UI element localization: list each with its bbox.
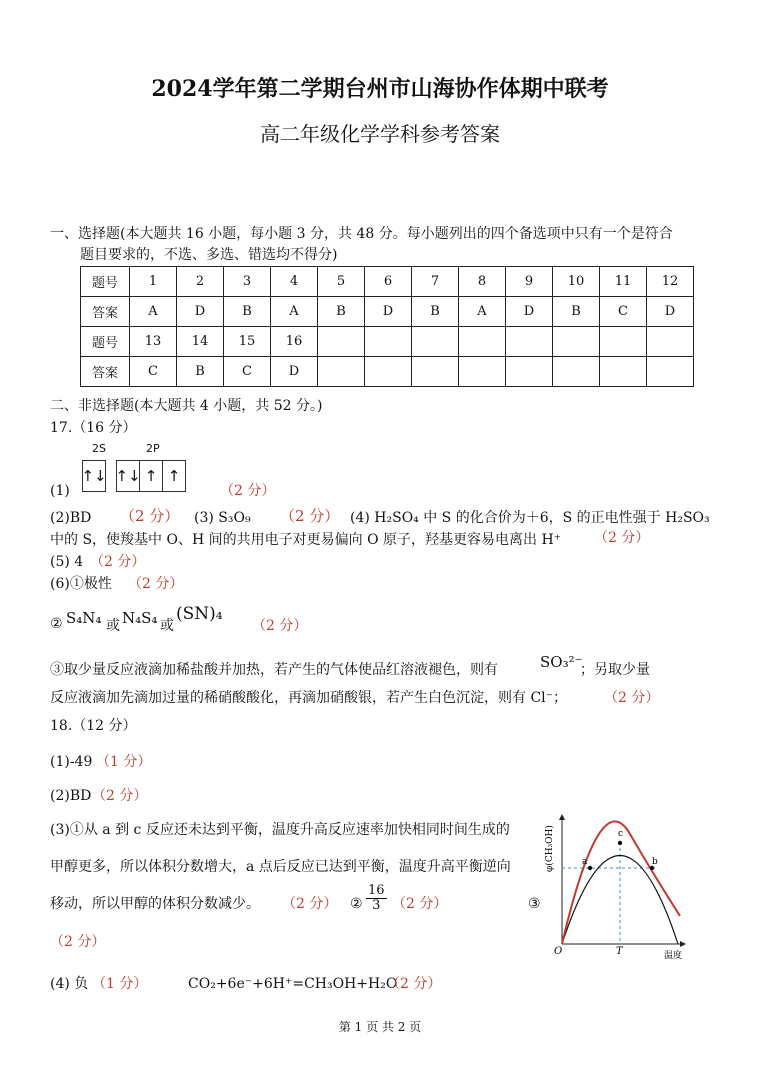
table-cell: 11 bbox=[600, 267, 647, 297]
table-cell: 4 bbox=[271, 267, 318, 297]
table-cell bbox=[553, 327, 600, 357]
table-cell bbox=[459, 327, 506, 357]
table-cell: 6 bbox=[365, 267, 412, 297]
x-axis-arrow bbox=[680, 941, 686, 947]
table-cell: 16 bbox=[271, 327, 318, 357]
methanol-fraction-graph bbox=[540, 812, 690, 962]
table-cell: 13 bbox=[130, 327, 177, 357]
table-cell: D bbox=[271, 357, 318, 387]
q18-p4-score2: （2 分） bbox=[386, 976, 442, 992]
fraction bbox=[366, 884, 387, 913]
table-cell: 10 bbox=[553, 267, 600, 297]
table-cell: 答案 bbox=[81, 357, 130, 387]
q17-p2: (2)BD bbox=[50, 510, 92, 526]
y-axis-arrow bbox=[559, 814, 565, 820]
q17-p6c-score: （2 分） bbox=[604, 690, 660, 706]
q18-p2: (2)BD bbox=[50, 788, 92, 804]
table-cell: C bbox=[224, 357, 271, 387]
table-row bbox=[81, 357, 694, 387]
q18-p2-score: （2 分） bbox=[92, 788, 148, 804]
q18-p4-equation: CO₂+6e⁻+6H⁺=CH₃OH+H₂O bbox=[188, 976, 398, 992]
table-cell: D bbox=[177, 297, 224, 327]
q17-p2-score: （2 分） bbox=[120, 507, 180, 525]
table-cell: D bbox=[506, 297, 553, 327]
table-cell bbox=[600, 327, 647, 357]
q17-p1-score: （2 分） bbox=[220, 483, 276, 499]
or-text: 或 bbox=[160, 618, 174, 634]
table-cell: 2 bbox=[177, 267, 224, 297]
table-cell: 1 bbox=[130, 267, 177, 297]
point-c-marker bbox=[618, 841, 622, 845]
q17-p5: (5) 4 bbox=[50, 554, 84, 570]
table-cell bbox=[506, 357, 553, 387]
q18-p3-line1: (3)①从 a 到 c 反应还未达到平衡，温度升高反应速率加快相同时间生成的 bbox=[50, 822, 510, 838]
table-row bbox=[81, 297, 694, 327]
q18-p3-score2: （2 分） bbox=[392, 896, 448, 912]
table-cell: 14 bbox=[177, 327, 224, 357]
q17-label: 17.（16 分） bbox=[50, 420, 137, 436]
x-axis-label: 温度 bbox=[664, 951, 683, 961]
formula-sn4: (SN)₄ bbox=[176, 604, 223, 624]
q17-p6c-line2: 反应液滴加先滴加过量的稀硝酸酸化，再滴加硝酸银，若产生白色沉淀，则有 Cl⁻； bbox=[50, 690, 568, 706]
q17-p6c-line1b: ；另取少量 bbox=[580, 662, 650, 678]
answer-table bbox=[80, 266, 694, 387]
table-cell bbox=[506, 327, 553, 357]
table-cell: A bbox=[130, 297, 177, 327]
table-cell: 8 bbox=[459, 267, 506, 297]
table-cell bbox=[459, 357, 506, 387]
table-cell: 7 bbox=[412, 267, 459, 297]
table-cell bbox=[647, 327, 694, 357]
point-a-marker bbox=[588, 866, 592, 870]
page-subtitle: 高二年级化学学科参考答案 bbox=[260, 122, 500, 146]
t-label: T bbox=[616, 946, 623, 957]
orbital-cell: ↑ bbox=[140, 461, 163, 491]
table-cell: 3 bbox=[224, 267, 271, 297]
q17-p3-score: （2 分） bbox=[280, 507, 340, 525]
q17-p4-score: （2 分） bbox=[594, 530, 650, 546]
q18-label: 18.（12 分） bbox=[50, 718, 137, 734]
table-row bbox=[81, 327, 694, 357]
table-cell: B bbox=[318, 297, 365, 327]
sulfite-ion: SO₃²⁻ bbox=[540, 653, 583, 671]
table-cell: A bbox=[271, 297, 318, 327]
fraction-denominator: 3 bbox=[372, 898, 381, 913]
table-cell: B bbox=[177, 357, 224, 387]
point-b-label: b bbox=[652, 857, 658, 867]
table-cell: 题号 bbox=[81, 327, 130, 357]
q17-p6-score: （2 分） bbox=[128, 576, 184, 592]
y-axis-label: φ(CH₃OH) bbox=[545, 825, 555, 872]
table-cell: 题号 bbox=[81, 267, 130, 297]
page-title: 2024学年第二学期台州市山海协作体期中联考 bbox=[151, 76, 609, 102]
q17-p3: (3) S₃O₉ bbox=[194, 510, 251, 526]
table-cell: 5 bbox=[318, 267, 365, 297]
table-cell: 15 bbox=[224, 327, 271, 357]
table-cell: B bbox=[224, 297, 271, 327]
q17-p4-cont: 中的 S，使羧基中 O、H 间的共用电子对更易偏向 O 原子，羟基更容易电离出 H⁺ bbox=[50, 532, 562, 548]
q18-p3-score3: （2 分） bbox=[50, 934, 106, 950]
q17-p6c-line1: ③取少量反应液滴加稀盐酸并加热，若产生的气体使品红溶液褪色，则有 bbox=[50, 662, 498, 678]
table-cell bbox=[318, 357, 365, 387]
curve-red bbox=[562, 821, 680, 944]
orbital-2p-box bbox=[116, 460, 186, 492]
table-cell bbox=[365, 327, 412, 357]
table-cell bbox=[365, 357, 412, 387]
table-cell: A bbox=[459, 297, 506, 327]
q18-p3-line2: 甲醇更多，所以体积分数增大，a 点后反应已达到平衡，温度升高平衡逆向 bbox=[50, 859, 511, 875]
q18-p1-score: （1 分） bbox=[96, 754, 152, 770]
table-cell bbox=[647, 357, 694, 387]
table-cell: D bbox=[365, 297, 412, 327]
table-cell bbox=[600, 357, 647, 387]
q17-p6b-score: （2 分） bbox=[252, 618, 308, 634]
table-row bbox=[81, 267, 694, 297]
orbital-2p-label: 2P bbox=[146, 442, 160, 455]
origin-label: O bbox=[554, 946, 563, 957]
table-cell: B bbox=[412, 297, 459, 327]
orbital-cell: ↑↓ bbox=[117, 461, 140, 491]
formula-s4n4: S₄N₄ bbox=[66, 609, 102, 627]
section2-heading: 二、非选择题(本大题共 4 小题，共 52 分。) bbox=[50, 398, 323, 414]
or-text: 或 bbox=[106, 618, 120, 634]
orbital-cell: ↑ bbox=[167, 467, 181, 485]
table-cell bbox=[412, 327, 459, 357]
orbital-2s-label: 2S bbox=[92, 442, 106, 455]
table-cell: 9 bbox=[506, 267, 553, 297]
q18-p3-line3: 移动，所以甲醇的体积分数减少。 bbox=[50, 896, 260, 912]
table-cell bbox=[553, 357, 600, 387]
table-cell bbox=[318, 327, 365, 357]
section1-heading: 一、选择题(本大题共 16 小题，每小题 3 分，共 48 分。每小题列出的四个备选项中只有一个是符合 bbox=[50, 226, 673, 242]
table-cell: 12 bbox=[647, 267, 694, 297]
table-cell: C bbox=[600, 297, 647, 327]
page-number: 第 1 页 共 2 页 bbox=[338, 1020, 422, 1034]
q18-p1: (1)-49 bbox=[50, 754, 93, 770]
q17-p5-score: （2 分） bbox=[90, 554, 146, 570]
table-cell: B bbox=[553, 297, 600, 327]
q17-p6: (6)①极性 bbox=[50, 576, 112, 592]
table-cell: D bbox=[647, 297, 694, 327]
fraction-numerator: 16 bbox=[368, 883, 385, 898]
orbital-cell: ↑↓ bbox=[81, 467, 107, 485]
point-c-label: c bbox=[618, 829, 624, 839]
q17-p6b-prefix: ② bbox=[50, 616, 63, 632]
q17-p1-num: (1) bbox=[50, 483, 70, 499]
formula-n4s4: N₄S₄ bbox=[122, 609, 158, 627]
q17-p4: (4) H₂SO₄ 中 S 的化合价为＋6，S 的正电性强于 H₂SO₃ bbox=[350, 510, 710, 526]
q18-p3-score1: （2 分） bbox=[282, 896, 338, 912]
section1-heading-cont: 题目要求的，不选、多选、错选均不得分) bbox=[80, 247, 338, 263]
table-cell: 答案 bbox=[81, 297, 130, 327]
q18-p3-third: ③ bbox=[528, 896, 541, 912]
q18-p3-second: ② bbox=[350, 896, 363, 912]
point-a-label: a bbox=[582, 857, 588, 867]
table-cell bbox=[412, 357, 459, 387]
q18-p4-score1: （1 分） bbox=[92, 976, 148, 992]
table-cell: C bbox=[130, 357, 177, 387]
orbital-2s-box bbox=[82, 460, 106, 492]
q18-p4: (4) 负 bbox=[50, 976, 89, 992]
